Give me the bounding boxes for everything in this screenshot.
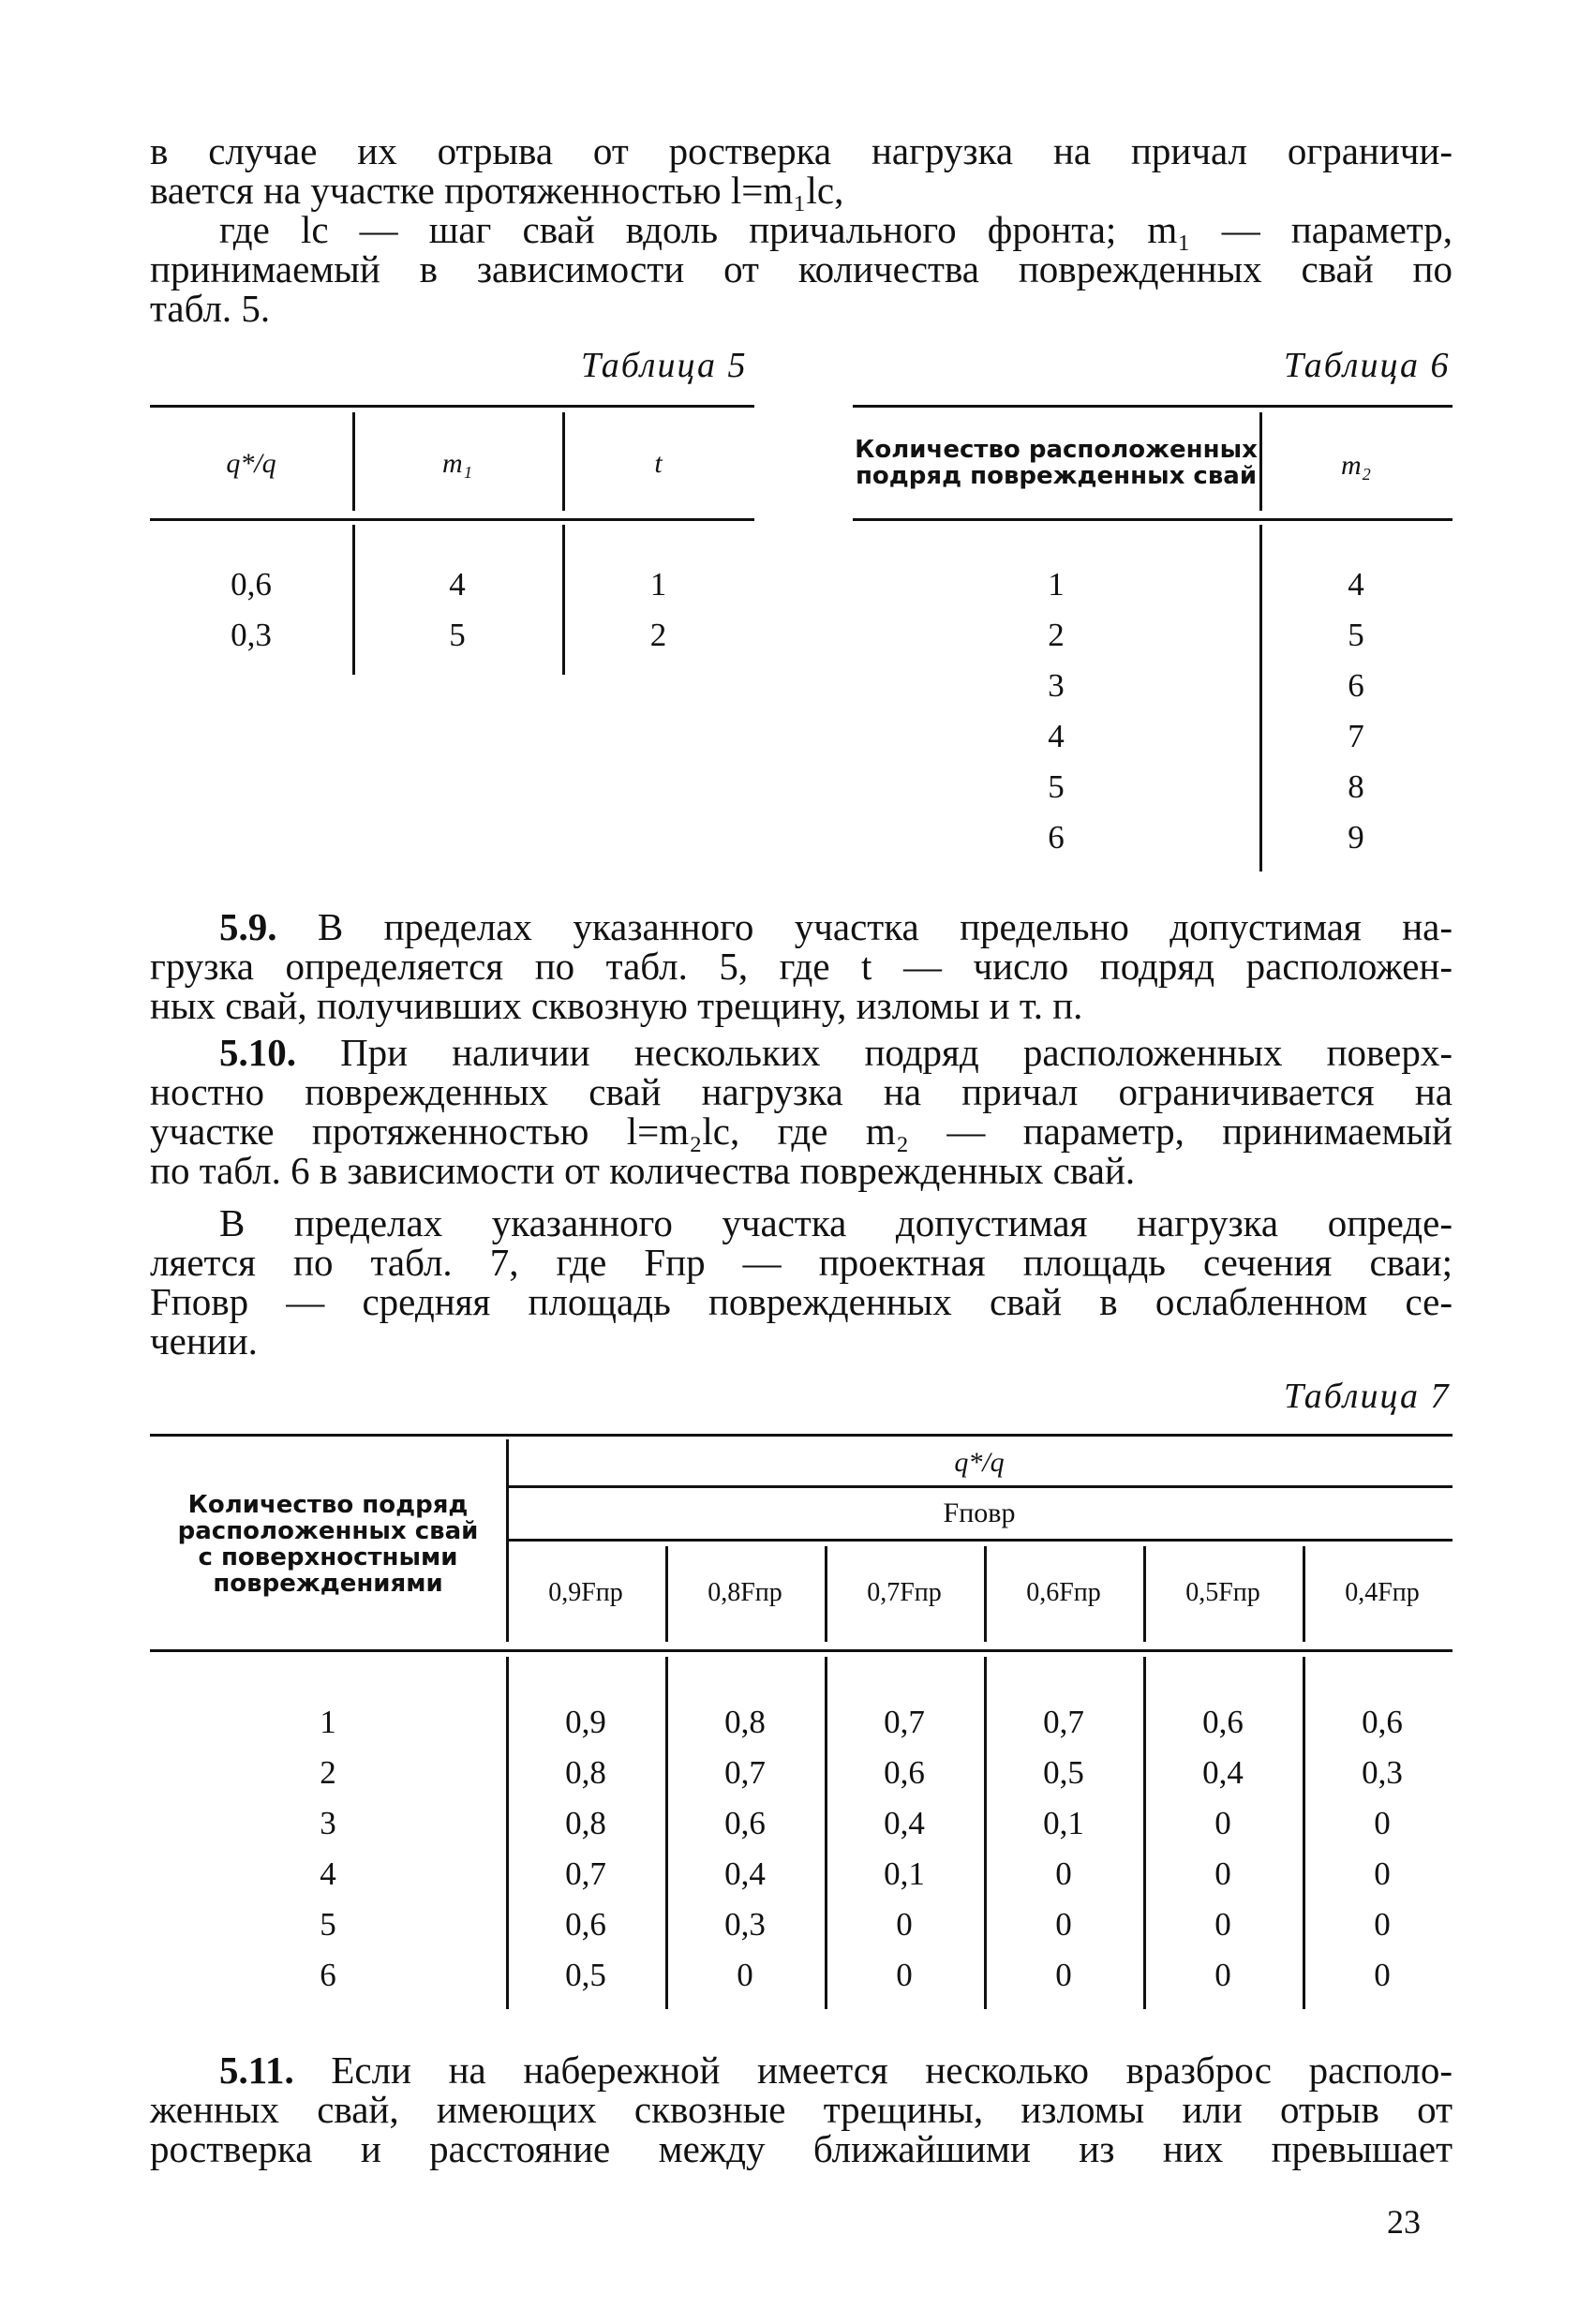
table7-cell: 0 (896, 1957, 913, 1993)
table7-row-number: 6 (320, 1957, 336, 1993)
paragraph-5-9 (150, 907, 1452, 1025)
text-line (150, 2050, 1452, 2090)
text-line: ляется по табл. 7, где Fпр — проектная площадь сечения сваи; (150, 1241, 1452, 1284)
table6-cell: 8 (1348, 768, 1364, 805)
table7-sub-header: Fповр (943, 1497, 1016, 1528)
table6-cell: 3 (1048, 667, 1065, 704)
page-number: 23 (1387, 2203, 1421, 2241)
table7-cell: 0 (737, 1957, 753, 1993)
text-line: принимаемый в зависимости от количества поврежденных свай по (150, 247, 1452, 290)
table7-column-header: 0,4Fпр (1345, 1578, 1420, 1607)
text-fragment: Если на набережной имеется несколько вразброс располо- (293, 2048, 1452, 2092)
table7-column-header: 0,5Fпр (1185, 1578, 1260, 1607)
text-line (150, 907, 1452, 946)
table6-cell: 6 (1348, 667, 1364, 704)
table5-header-qq: q*/q (226, 448, 276, 479)
table7-cell: 0 (1214, 1906, 1231, 1943)
text-line: вается на участке протяженностью l=m₁lс, (150, 169, 844, 212)
table7-cell: 0,6 (565, 1906, 606, 1943)
table6-cell: 7 (1348, 718, 1364, 754)
table6-cell: 5 (1348, 617, 1364, 653)
text-line (150, 1033, 1452, 1072)
table7-cell: 0,8 (565, 1754, 606, 1791)
table7-group-rule (506, 1485, 1452, 1488)
text-fragment: В пределах указанного участка предельно допустимая на- (276, 905, 1452, 948)
paragraph-5-10-continued (150, 1203, 1452, 1361)
table7-cell: 0,5 (1043, 1754, 1084, 1791)
table7-column-header: 0,6Fпр (1026, 1578, 1101, 1607)
text-line: ных свай, получивших сквозную трещину, изломы и т. п. (150, 984, 1083, 1027)
table7-cell: 0,8 (565, 1805, 606, 1841)
table6-top-rule (853, 405, 1452, 408)
table7-cell: 0,3 (1362, 1754, 1403, 1791)
table6-cell: 1 (1048, 566, 1065, 603)
table7-cell: 0,6 (1202, 1704, 1244, 1740)
table7-top-rule (150, 1434, 1452, 1437)
table5-caption: Таблица 5 (581, 346, 748, 385)
table7-cell: 0,5 (565, 1957, 606, 1993)
table7-cell: 0,9 (565, 1704, 606, 1740)
table7-row-number: 5 (320, 1906, 336, 1943)
clause-number: 5.10. (219, 1031, 296, 1074)
text-line: женных свай, имеющих сквозные трещины, изломы или отрыв от (150, 2088, 1452, 2131)
table7-row-number: 2 (320, 1754, 336, 1791)
paragraph-top (150, 131, 1452, 328)
table7-header-rule (150, 1649, 1452, 1652)
table7-cell: 0 (896, 1906, 913, 1943)
table7-cell: 0,7 (565, 1855, 606, 1892)
text-line: по табл. 6 в зависимости от количества поврежденных свай. (150, 1149, 1136, 1192)
table6-header-line: подряд поврежденных свай (855, 462, 1258, 490)
text-line: в случае их отрыва от ростверка нагрузка на причал ограничи- (150, 129, 1452, 172)
table7-cell: 0,6 (884, 1754, 925, 1791)
table7-cell: 0,1 (884, 1855, 925, 1892)
table5-cell: 1 (649, 566, 667, 603)
table6-cell: 9 (1348, 819, 1364, 856)
table7-cell: 0,4 (884, 1805, 925, 1841)
table7-row-number: 1 (320, 1704, 336, 1740)
table7-cell: 0 (1374, 1906, 1391, 1943)
text-fragment: При наличии нескольких подряд расположенных поверх- (296, 1031, 1452, 1074)
table7-cell: 0 (1374, 1855, 1391, 1892)
table5-top-rule (150, 405, 754, 408)
table7-row-header-line: повреждениями (213, 1570, 443, 1598)
text-line: табл. 5. (150, 287, 271, 330)
table7-row-header-line: Количество подряд (187, 1491, 469, 1519)
text-line: Fповр — средняя площадь поврежденных свай в ослабленном се- (150, 1280, 1452, 1323)
table7-caption: Таблица 7 (1284, 1377, 1451, 1416)
table7-cell: 0,6 (724, 1805, 766, 1841)
text-line: ростверка и расстояние между ближайшими из них превышает (150, 2127, 1452, 2170)
table6-cell: 2 (1048, 617, 1065, 653)
table7-column-header: 0,9Fпр (548, 1578, 623, 1607)
table7-cell: 0,7 (1043, 1704, 1084, 1740)
table7-cell: 0 (1374, 1957, 1391, 1993)
table7-cell: 0 (1055, 1855, 1072, 1892)
table5-cell: 0,6 (231, 566, 272, 603)
table7-cell: 0 (1374, 1805, 1391, 1841)
table7-row-header-line: с поверхностными (198, 1543, 458, 1572)
table6-cell: 4 (1348, 566, 1364, 603)
table6-cell: 4 (1048, 718, 1065, 754)
text-line: чении. (150, 1319, 258, 1363)
table7-column-header: 0,7Fпр (867, 1578, 942, 1607)
table5-cell: 5 (449, 617, 466, 653)
table7-row-header (150, 1492, 506, 1597)
table7-cell: 0 (1214, 1957, 1231, 1993)
table6-cell: 6 (1048, 819, 1065, 856)
clause-number: 5.11. (219, 2048, 294, 2092)
table6-header-m2: m₂ (1340, 450, 1372, 481)
table7-cell: 0,4 (724, 1855, 766, 1892)
table6-header-rule (853, 518, 1452, 521)
table7-group-header: q*/q (954, 1447, 1005, 1478)
table7-cell: 0,4 (1202, 1754, 1244, 1791)
table6-header-count (853, 437, 1259, 489)
text-line: где lс — шаг свай вдоль причального фронта; m₁ — параметр, (219, 208, 1452, 251)
table7-cell: 0,3 (724, 1906, 766, 1943)
table6-cell: 5 (1048, 768, 1065, 805)
text-line: участке протяженностью l=m₂lс, где m₂ — параметр, принимаемый (150, 1110, 1452, 1153)
table7-cell: 0 (1214, 1855, 1231, 1892)
table5-cell: 2 (649, 617, 667, 653)
table7-cell: 0,1 (1043, 1805, 1084, 1841)
text-line: ностно поврежденных свай нагрузка на причал ограничивается на (150, 1070, 1452, 1113)
clause-number: 5.9. (219, 905, 277, 948)
table7-row-number: 3 (320, 1805, 336, 1841)
table7-cell: 0,7 (724, 1754, 766, 1791)
table7-row-header-line: расположенных свай (177, 1517, 479, 1545)
table6-caption: Таблица 6 (1284, 346, 1451, 385)
text-line: В пределах указанного участка допустимая нагрузка опреде- (219, 1201, 1452, 1244)
table7-cell: 0 (1055, 1957, 1072, 1993)
table7-sub-rule (506, 1539, 1452, 1542)
table5-header-rule (150, 518, 754, 521)
table5-header-m1: m₁ (441, 448, 473, 479)
table7-cell: 0,8 (724, 1704, 766, 1740)
table7-cell: 0,6 (1362, 1704, 1403, 1740)
text-line: грузка определяется по табл. 5, где t — число подряд расположен- (150, 945, 1452, 988)
table7-column-header: 0,8Fпр (708, 1578, 782, 1607)
table7-cell: 0,7 (884, 1704, 925, 1740)
table5-cell: 4 (449, 566, 466, 603)
table6-header-line: Количество расположенных (855, 436, 1258, 464)
table7-row-number: 4 (320, 1855, 336, 1892)
paragraph-5-11 (150, 2050, 1452, 2168)
table5-cell: 0,3 (231, 617, 272, 653)
table5-header-t: t (654, 448, 663, 479)
table7-cell: 0 (1055, 1906, 1072, 1943)
table7-cell: 0 (1214, 1805, 1231, 1841)
paragraph-5-10 (150, 1033, 1452, 1190)
